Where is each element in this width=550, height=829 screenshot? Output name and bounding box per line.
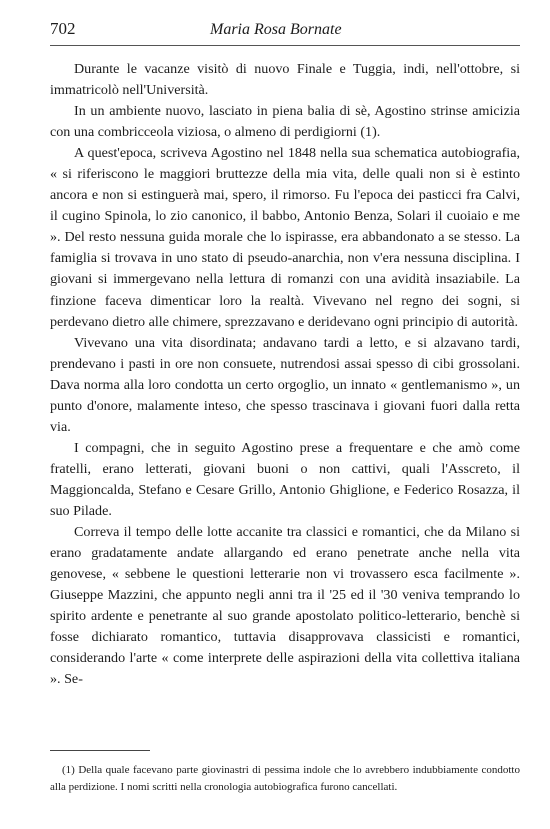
- paragraph: Durante le vacanze visitò di nuovo Finale e Tuggia, indi, nell'ottobre, si immatricolò nell'Università.: [50, 61, 520, 99]
- paragraph: In un ambiente nuovo, lasciato in piena balia di sè, Agostino strinse amicizia con una combricceola viziosa, o almeno di perdigiorni (1).: [50, 103, 520, 141]
- page-header: [50, 19, 520, 41]
- running-head: Maria Rosa Bornate: [210, 21, 342, 38]
- footnote: [50, 762, 520, 795]
- paragraph: I compagni, che in seguito Agostino prese a frequentare e che amò come fratelli, erano letterati, giovani buoni o non cattivi, quali l'Asscreto, il Maggioncalda, Stefano e Cesare Grillo, Antonio Ghiglione, e Federico Rosazza, il suo Pilade.: [50, 439, 520, 519]
- body-text: [50, 59, 520, 690]
- paragraph: Correva il tempo delle lotte accanite tra classici e romantici, che da Milano si erano gradatamente andate allargando ed erano penetrate anche nella vita genovese, « sebbene le questioni letterarie non vi trovassero esca facilmente ». Giuseppe Mazzini, che appunto negli anni tra il '25 ed il '30 veniva temprando lo spirito ardente e penetrante al suo grande apostolato politico-letterario, benchè si fosse dichiarato romantico, tuttavia disapprovava classicisti e romantici, considerando l'arte « come interprete delle aspirazioni della vita collettiva italiana ». Se-: [50, 524, 520, 688]
- paragraph: A quest'epoca, scriveva Agostino nel 1848 nella sua schematica autobiografia, « si riferiscono le maggiori bruttezze della mia vita, delle quali non si è estinto ancora e non si estinguerà mai, spero, il rimorso. Fu l'epoca dei pasticci fra Calvi, il cugino Spinola, lo zio canonico, il babbo, Antonio Benza, Solari il cuoiaio e me ». Del resto nessuna guida morale che lo ispirasse, era abbandonato a se stesso. La famiglia si trovava in uno stato di pseudo-anarchia, non v'era nessuna disciplina. I giovani si immergevano nella lettura di romanzi con una avidità insaziabile. La finzione faceva dimenticar loro la realtà. Vivevano nel regno dei sogni, si perdevano dietro alle chimere, sprezzavano e deridevano ogni principio di autorità.: [50, 145, 520, 330]
- header-rule: [50, 45, 520, 46]
- footnote-text: (1) Della quale facevano parte giovinastri di pessima indole che lo avrebbero indubbiamente condotto alla perdizione. I nomi scritti nella cronologia autobiografica furono cancellati.: [50, 764, 520, 793]
- page-number: 702: [50, 19, 76, 38]
- footnote-rule: [50, 750, 150, 751]
- paragraph: Vivevano una vita disordinata; andavano tardi a letto, e si alzavano tardi, prendevano i pasti in ore non consuete, nutrendosi assai spesso di cibi grossolani. Dava norma alla loro condotta un certo orgoglio, un innato « gentlemanismo », un punto d'onore, malamente inteso, che spesso trascinava i giovani fuori dalla retta via.: [50, 334, 520, 435]
